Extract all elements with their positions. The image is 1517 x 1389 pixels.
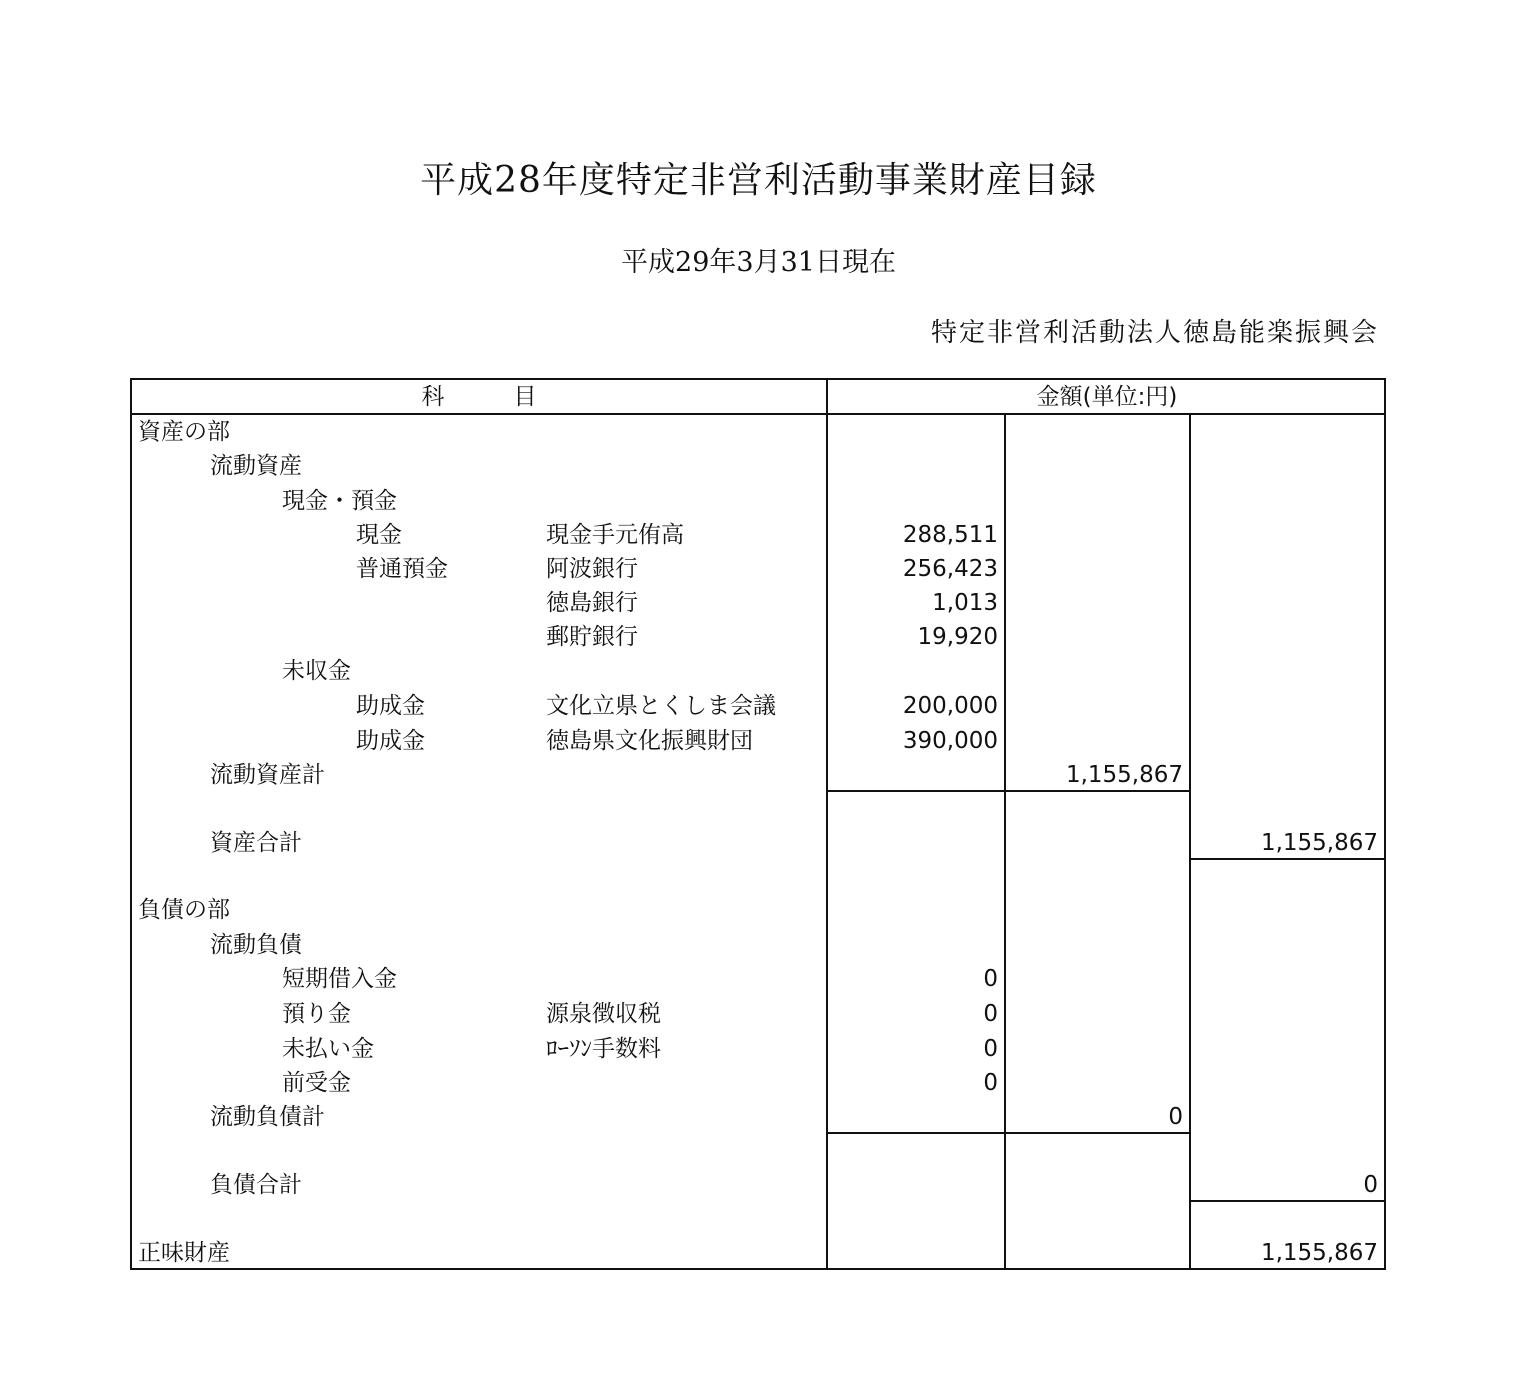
current-liabilities-label: 流動負債 [210,932,302,958]
grant-label: 助成金 [356,693,425,719]
receivable-label: 未収金 [282,658,351,684]
liability-amount: 0 [983,1036,998,1062]
grant-amount: 200,000 [902,693,998,719]
assets-grand-total-label: 資産合計 [210,830,302,856]
liability-total-rule [1191,1200,1384,1202]
net-assets-amount: 1,155,867 [1260,1240,1378,1266]
header-subject: 科 目 [421,384,537,410]
cash-deposits-label: 現金・預金 [282,488,397,514]
divider-col-3 [1189,414,1191,1268]
organization-name: 特定非営利活動法人徳島能楽振興会 [930,318,1379,348]
current-assets-total-amount: 1,155,867 [1065,762,1183,788]
liability-amount: 0 [983,1001,998,1027]
grant-detail: 文化立県とくしま会議 [546,693,776,719]
asset-subtotal-rule [828,790,1189,792]
document-title: 平成28年度特定非営利活動事業財産目録 [420,160,1097,201]
net-assets-label: 正味財産 [138,1240,230,1266]
asset-total-rule [1191,858,1384,860]
current-assets-total-label: 流動資産計 [210,762,325,788]
bank-amount: 1,013 [932,590,998,616]
cash-detail: 現金手元侑高 [546,522,684,548]
liabilities-section-label: 負債の部 [138,897,230,923]
current-liabilities-total-label: 流動負債計 [210,1104,325,1130]
ordinary-deposit-label: 普通預金 [356,556,448,582]
liability-detail: 源泉徴収税 [546,1001,661,1027]
asset-inventory-table [130,378,1386,1270]
current-assets-label: 流動資産 [210,453,302,479]
as-of-date: 平成29年3月31日現在 [621,247,896,278]
assets-grand-total-amount: 1,155,867 [1260,830,1378,856]
divider-col-2 [1004,414,1006,1268]
grant-amount: 390,000 [902,728,998,754]
bank-amount: 256,423 [902,556,998,582]
bank-detail: 郵貯銀行 [546,624,638,650]
cash-label: 現金 [356,522,402,548]
header-divider [132,413,1384,415]
liability-label: 前受金 [282,1070,351,1096]
liabilities-grand-total-amount: 0 [1363,1172,1378,1198]
liabilities-grand-total-label: 負債合計 [210,1172,302,1198]
liability-label: 短期借入金 [282,966,397,992]
grant-label: 助成金 [356,728,425,754]
assets-section-label: 資産の部 [138,419,230,445]
liability-label: 未払い金 [282,1036,374,1062]
bank-detail: 徳島銀行 [546,590,638,616]
liability-amount: 0 [983,1070,998,1096]
bank-amount: 19,920 [917,624,998,650]
divider-subject-amount [826,380,828,1268]
cash-amount: 288,511 [902,522,998,548]
liability-amount: 0 [983,966,998,992]
liability-detail: ﾛｰｿﾝ手数料 [546,1036,661,1062]
liability-subtotal-rule [828,1132,1189,1134]
grant-detail: 徳島県文化振興財団 [546,728,753,754]
liability-label: 預り金 [282,1001,351,1027]
bank-detail: 阿波銀行 [546,556,638,582]
header-amount: 金額(単位:円) [1036,384,1178,410]
current-liabilities-total-amount: 0 [1168,1104,1183,1130]
